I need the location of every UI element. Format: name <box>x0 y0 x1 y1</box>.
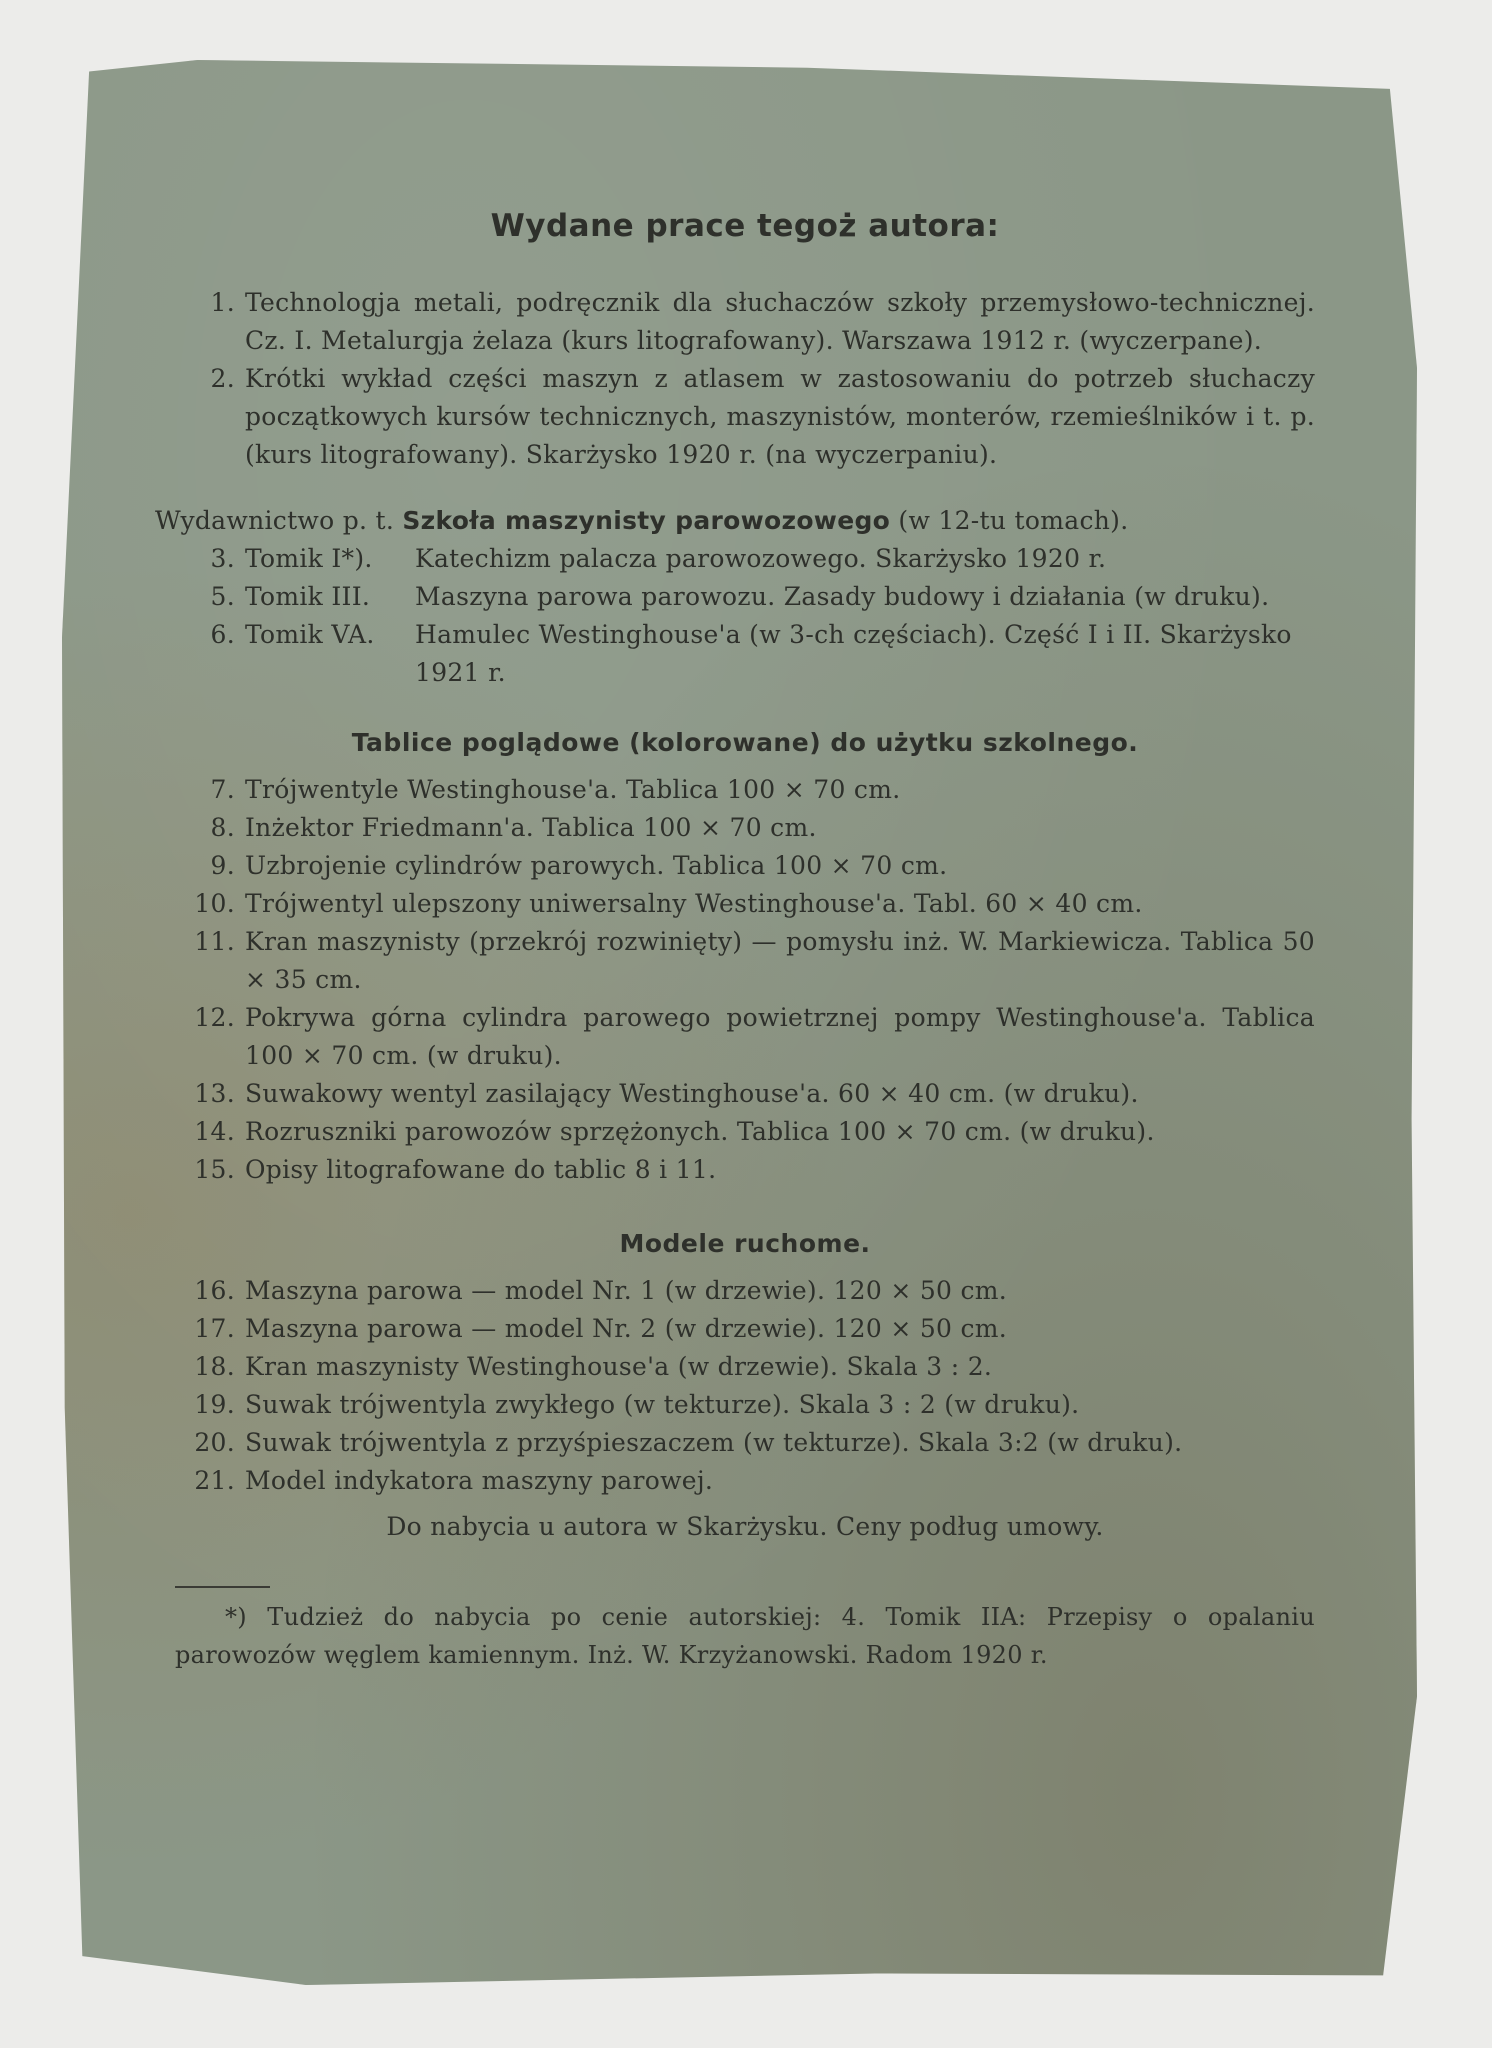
list-item <box>175 923 1315 999</box>
works-list <box>175 284 1315 474</box>
item-text: Suwak trójwentyla z przyśpieszaczem (w tekturze). Skala 3:2 (w druku). <box>245 1428 1183 1457</box>
item-text: Maszyna parowa — model Nr. 1 (w drzewie). 120 × 50 cm. <box>245 1276 1008 1305</box>
volume-label: Tomik VA. <box>245 620 375 649</box>
tables-list <box>175 771 1315 1189</box>
list-item <box>175 885 1315 923</box>
item-number: 11. <box>194 927 235 956</box>
list-item <box>175 1310 1315 1348</box>
list-item <box>175 1424 1315 1462</box>
item-number: 3. <box>210 544 235 573</box>
item-number: 18. <box>194 1352 235 1381</box>
item-number: 15. <box>194 1155 235 1184</box>
series-prefix: Wydawnictwo p. t. <box>155 506 395 535</box>
volume-label: Tomik III. <box>245 582 371 611</box>
list-item <box>175 999 1315 1075</box>
item-number: 12. <box>194 1003 235 1032</box>
list-item <box>175 1113 1315 1151</box>
list-item <box>175 1151 1315 1189</box>
footnote-divider <box>175 1586 270 1588</box>
list-item <box>175 1075 1315 1113</box>
models-heading: Modele ruchome. <box>619 1229 871 1258</box>
item-text: Pokrywa górna cylindra parowego powietrznej pompy Westinghouse'a. Tablica 100 × 70 cm. (w druku). <box>245 1003 1315 1070</box>
volume-label: Tomik I*). <box>245 544 373 573</box>
list-item <box>175 1348 1315 1386</box>
item-text: Maszyna parowa — model Nr. 2 (w drzewie). 120 × 50 cm. <box>245 1314 1008 1343</box>
item-text: Trójwentyl ulepszony uniwersalny Westinghouse'a. Tabl. 60 × 40 cm. <box>245 889 1143 918</box>
tables-heading: Tablice poglądowe (kolorowane) do użytku szkolnego. <box>351 728 1139 757</box>
list-item <box>175 540 1315 578</box>
item-text: Rozruszniki parowozów sprzężonych. Tablica 100 × 70 cm. (w druku). <box>245 1117 1155 1146</box>
list-item <box>175 360 1315 474</box>
item-number: 5. <box>210 582 235 611</box>
item-text: Model indykatora maszyny parowej. <box>245 1466 714 1495</box>
item-number: 20. <box>194 1428 235 1457</box>
item-text: Krótki wykład części maszyn z atlasem w zastosowaniu do potrzeb słuchaczy początkowych kursów technicznych, maszynistów, monterów, rzemieślników i t. p. (kurs litografowany). Skarżysko 1920 r. (na wyczerpaniu). <box>245 364 1315 469</box>
item-number: 2. <box>210 364 235 393</box>
item-text: Uzbrojenie cylindrów parowych. Tablica 100 × 70 cm. <box>245 851 948 880</box>
purchase-note: Do nabycia u autora w Skarżysku. Ceny podług umowy. <box>386 1512 1104 1541</box>
list-item <box>175 1272 1315 1310</box>
page-title: Wydane prace tegoż autora: <box>490 208 1000 244</box>
item-number: 14. <box>194 1117 235 1146</box>
item-number: 13. <box>194 1079 235 1108</box>
list-item <box>175 1386 1315 1424</box>
series-name: Szkoła maszynisty parowozowego <box>402 506 891 535</box>
models-list <box>175 1272 1315 1500</box>
item-text: Technologja metali, podręcznik dla słuchaczów szkoły przemysłowo-technicznej. Cz. I. Metalurgja żelaza (kurs litografowany). Warszawa 1912 r. (wyczerpane). <box>245 288 1315 355</box>
item-number: 19. <box>194 1390 235 1419</box>
item-number: 6. <box>210 620 235 649</box>
list-item <box>175 771 1315 809</box>
series-line <box>155 502 1315 540</box>
list-item <box>175 847 1315 885</box>
item-text: Suwak trójwentyla zwykłego (w tekturze). Skala 3 : 2 (w druku). <box>245 1390 1080 1419</box>
item-text: Suwakowy wentyl zasilający Westinghouse'a. 60 × 40 cm. (w druku). <box>245 1079 1139 1108</box>
item-number: 9. <box>210 851 235 880</box>
list-item <box>175 616 1315 692</box>
item-text: Kran maszynisty Westinghouse'a (w drzewie). Skala 3 : 2. <box>245 1352 993 1381</box>
item-number: 1. <box>210 288 235 317</box>
item-text: Maszyna parowa parowozu. Zasady budowy i działania (w druku). <box>415 582 1270 611</box>
item-text: Trójwentyle Westinghouse'a. Tablica 100 × 70 cm. <box>245 775 901 804</box>
list-item <box>175 284 1315 360</box>
list-item <box>175 1462 1315 1500</box>
item-text: Kran maszynisty (przekrój rozwinięty) — pomysłu inż. W. Markiewicza. Tablica 50 × 35 cm. <box>245 927 1315 994</box>
item-number: 17. <box>194 1314 235 1343</box>
item-text: Hamulec Westinghouse'a (w 3-ch częściach). Część I i II. Skarżysko 1921 r. <box>415 620 1292 687</box>
item-text: Opisy litografowane do tablic 8 i 11. <box>245 1155 717 1184</box>
list-item <box>175 809 1315 847</box>
item-number: 21. <box>194 1466 235 1495</box>
series-volumes <box>175 540 1315 692</box>
item-text: Inżektor Friedmann'a. Tablica 100 × 70 cm. <box>245 813 817 842</box>
item-number: 7. <box>210 775 235 804</box>
item-number: 16. <box>194 1276 235 1305</box>
item-text: Katechizm palacza parowozowego. Skarżysko 1920 r. <box>415 544 1107 573</box>
item-number: 8. <box>210 813 235 842</box>
footnote: *) Tudzież do nabycia po cenie autorskiej: 4. Tomik IIA: Przepisy o opalaniu parowozów węglem kamiennym. Inż. W. Krzyżanowski. Radom 1920 r. <box>175 1603 1315 1669</box>
series-suffix: (w 12-tu tomach). <box>898 506 1129 535</box>
list-item <box>175 578 1315 616</box>
item-number: 10. <box>194 889 235 918</box>
page-text <box>155 208 1315 1674</box>
